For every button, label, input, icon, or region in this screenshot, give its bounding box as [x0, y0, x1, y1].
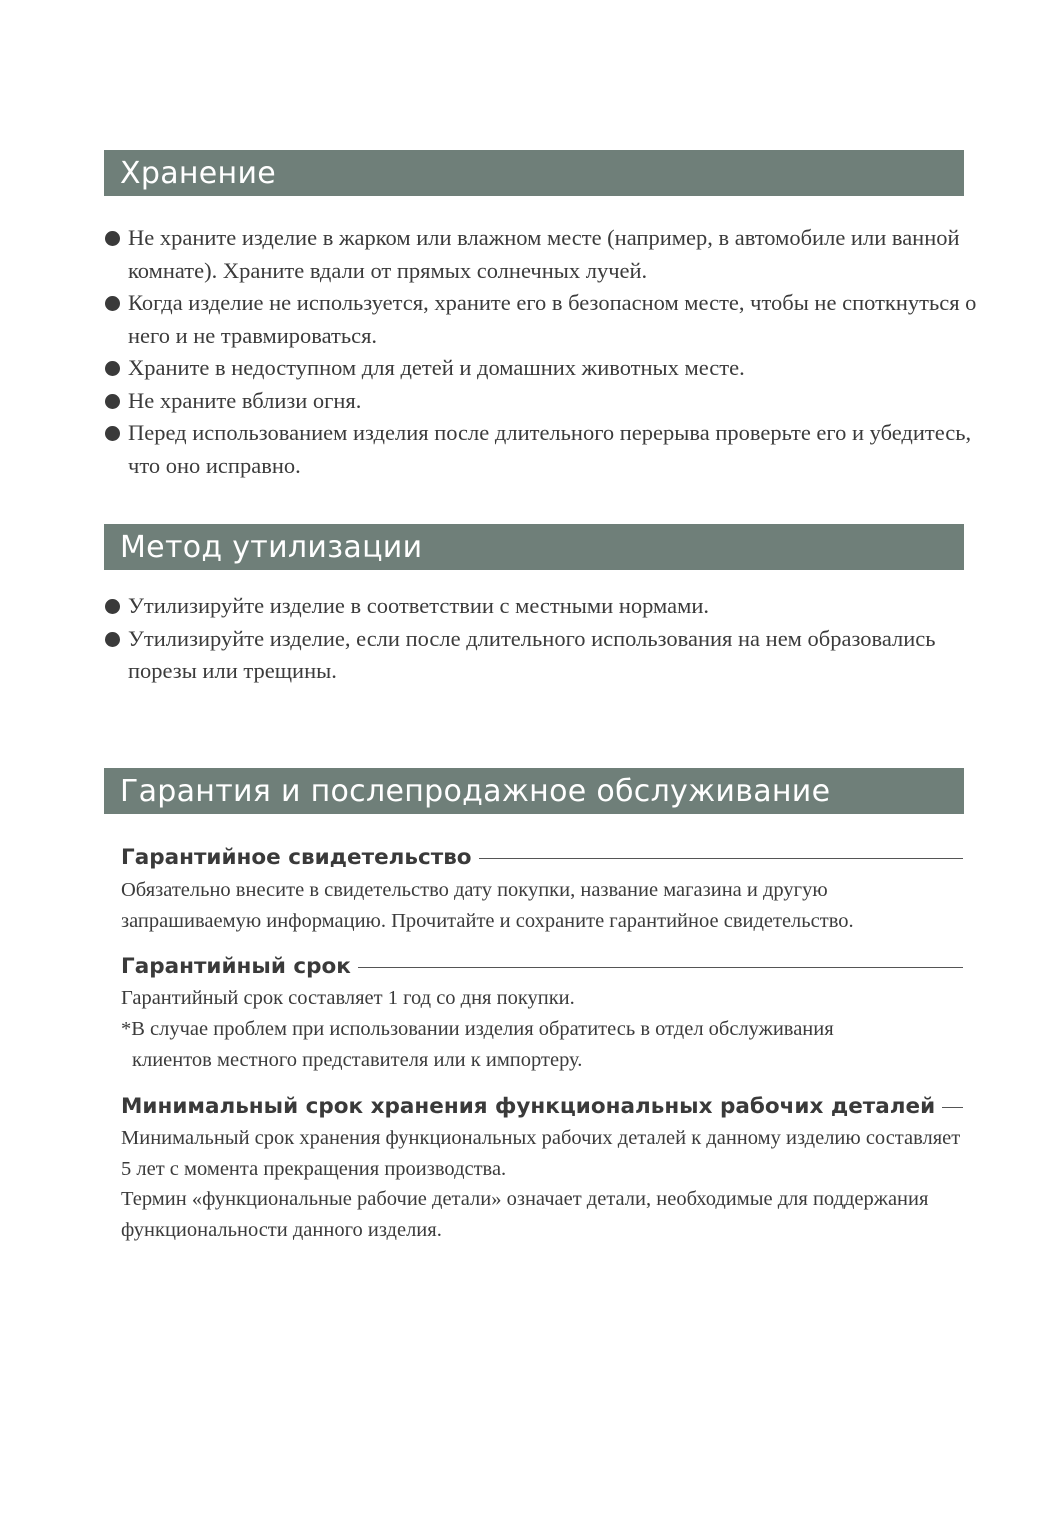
parts-definition-text: Термин «функциональные рабочие детали» означает детали, необходимые для поддержания функциональности данного изделия.: [121, 1188, 929, 1241]
warranty-period-note-continued: клиентов местного представителя или к импортеру.: [132, 1049, 583, 1071]
warranty-section-header: [104, 768, 964, 814]
disposal-list: [104, 590, 984, 688]
bullet-icon: [105, 231, 120, 246]
disposal-section-title: Метод утилизации: [120, 529, 423, 565]
bullet-icon: [105, 394, 120, 409]
warranty-certificate-header: [121, 842, 963, 872]
parts-retention-header: [121, 1091, 963, 1121]
divider: [942, 1107, 963, 1108]
bullet-icon: [105, 426, 120, 441]
warranty-certificate-text: Обязательно внесите в свидетельство дату покупки, название магазина и другую запрашиваемую информацию. Прочитайте и сохраните гарантийное свидетельство.: [121, 879, 854, 932]
storage-section-header: [104, 150, 964, 196]
list-item: Храните в недоступном для детей и домашних животных месте.: [104, 352, 984, 385]
divider: [358, 967, 963, 968]
list-item: Не храните изделие в жарком или влажном месте (например, в автомобиле или ванной комнате). Храните вдали от прямых солнечных лучей.: [104, 222, 984, 287]
list-item: Когда изделие не используется, храните его в безопасном месте, чтобы не споткнуться о него и не травмироваться.: [104, 287, 984, 352]
divider: [479, 858, 963, 859]
warranty-certificate-title: Гарантийное свидетельство: [121, 844, 472, 870]
warranty-period-text: Гарантийный срок составляет 1 год со дня покупки.: [121, 987, 575, 1009]
parts-retention-title: Минимальный срок хранения функциональных рабочих деталей: [121, 1093, 936, 1119]
parts-retention-text: Минимальный срок хранения функциональных рабочих деталей к данному изделию составляет 5 лет с момента прекращения производства.: [121, 1127, 961, 1180]
warranty-section-title: Гарантия и послепродажное обслуживание: [120, 773, 831, 809]
list-item: Не храните вблизи огня.: [104, 385, 984, 418]
bullet-icon: [105, 296, 120, 311]
warranty-period-title: Гарантийный срок: [121, 953, 351, 979]
warranty-period-header: [121, 951, 963, 981]
bullet-icon: [105, 632, 120, 647]
list-item: Утилизируйте изделие в соответствии с местными нормами.: [104, 590, 984, 623]
bullet-icon: [105, 599, 120, 614]
list-item: Утилизируйте изделие, если после длительного использования на нем образовались порезы или трещины.: [104, 623, 984, 688]
bullet-icon: [105, 361, 120, 376]
list-item: Перед использованием изделия после длительного перерыва проверьте его и убедитесь, что оно исправно.: [104, 417, 984, 482]
warranty-period-note: *В случае проблем при использовании изделия обратитесь в отдел обслуживания: [121, 1018, 834, 1040]
storage-section-title: Хранение: [120, 155, 277, 191]
disposal-section-header: [104, 524, 964, 570]
storage-list: [104, 222, 984, 482]
